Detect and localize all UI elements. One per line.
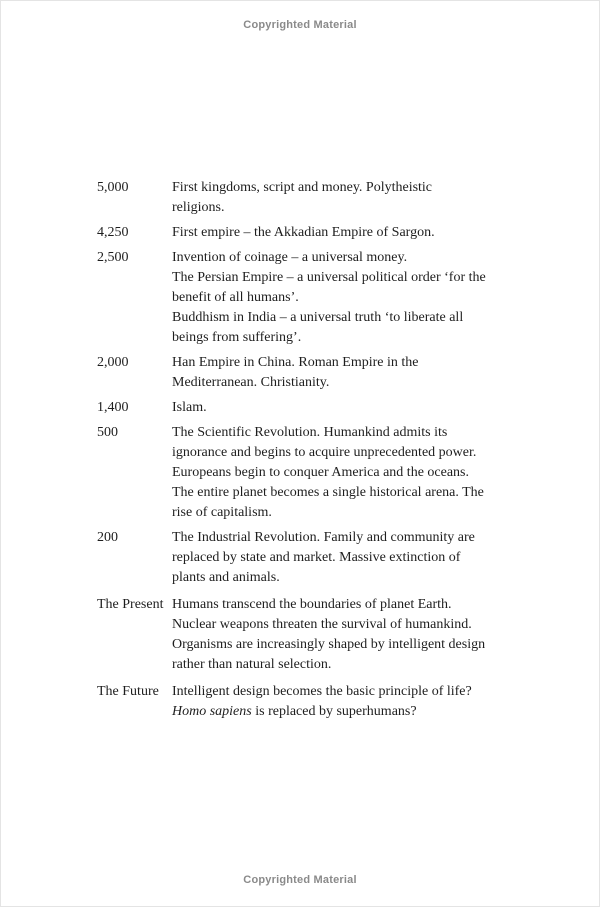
timeline-entry-text [172,248,486,348]
timeline-entry [97,398,497,418]
timeline-entry [97,423,497,523]
timeline-paragraph [172,615,486,635]
timeline-year-label: The Future [97,684,159,699]
text-run: The Persian Empire – a universal political order ‘for the benefit of all humans’. [172,270,486,305]
text-run: First empire – the Akkadian Empire of Sargon. [172,225,435,240]
text-run: Buddhism in India – a universal truth ‘to liberate all beings from suffering’. [172,310,464,345]
text-run: The Industrial Revolution. Family and community are replaced by state and market. Massive extinction of plants and animals. [172,530,475,585]
timeline-year-label: 2,500 [97,250,129,265]
timeline-entry-text [172,398,486,418]
timeline-paragraph [172,595,486,615]
timeline-year-label: 5,000 [97,180,129,195]
text-run: Humans transcend the boundaries of planet Earth. [172,597,452,612]
timeline-entry [97,528,497,588]
timeline-entry [97,223,497,243]
timeline-paragraph [172,178,486,218]
timeline-paragraph [172,223,486,243]
timeline-year-label: 500 [97,425,118,440]
timeline-paragraph [172,268,486,308]
timeline-entry [97,595,497,675]
copyright-notice-bottom: Copyrighted Material [243,874,357,886]
timeline-entry [97,682,497,722]
timeline-paragraph [172,528,486,588]
timeline-entry-text [172,528,486,588]
timeline-entry [97,353,497,393]
text-run: First kingdoms, script and money. Polytheistic religions. [172,180,433,215]
timeline-year-label: 200 [97,530,118,545]
timeline-entry-text [172,682,486,722]
timeline-year-label: 2,000 [97,355,129,370]
text-run: Han Empire in China. Roman Empire in the Mediterranean. Christianity. [172,355,419,390]
timeline-paragraph [172,635,486,675]
timeline-entry [97,248,497,348]
italic-text-run: Homo sapiens [172,704,252,719]
copyright-notice-top: Copyrighted Material [243,19,357,31]
text-run: Nuclear weapons threaten the survival of humankind. [172,617,472,632]
text-run: Invention of coinage – a universal money. [172,250,408,265]
text-run: The Scientific Revolution. Humankind admits its ignorance and begins to acquire unprecedented power. Europeans begin to conquer America and the oceans. The entire planet becomes a single historical arena. The rise of capitalism. [172,425,484,520]
timeline-paragraph [172,353,486,393]
timeline-entry-text [172,595,486,675]
timeline-paragraph [172,702,486,722]
timeline-year-label: 4,250 [97,225,129,240]
timeline-year-label: 1,400 [97,400,129,415]
timeline-paragraph [172,423,486,523]
text-run: Organisms are increasingly shaped by intelligent design rather than natural selection. [172,637,486,672]
text-run: is replaced by superhumans? [251,704,417,719]
timeline-entry-text [172,423,486,523]
timeline-paragraph [172,398,486,418]
timeline-entry-text [172,353,486,393]
history-timeline [97,178,497,727]
timeline-entry-text [172,223,486,243]
timeline-entry [97,178,497,218]
text-run: Intelligent design becomes the basic principle of life? [172,684,472,699]
timeline-paragraph [172,682,486,702]
timeline-year-label: The Present [97,597,164,612]
timeline-entry-text [172,178,486,218]
timeline-paragraph [172,308,486,348]
text-run: Islam. [172,400,207,415]
timeline-paragraph [172,248,486,268]
